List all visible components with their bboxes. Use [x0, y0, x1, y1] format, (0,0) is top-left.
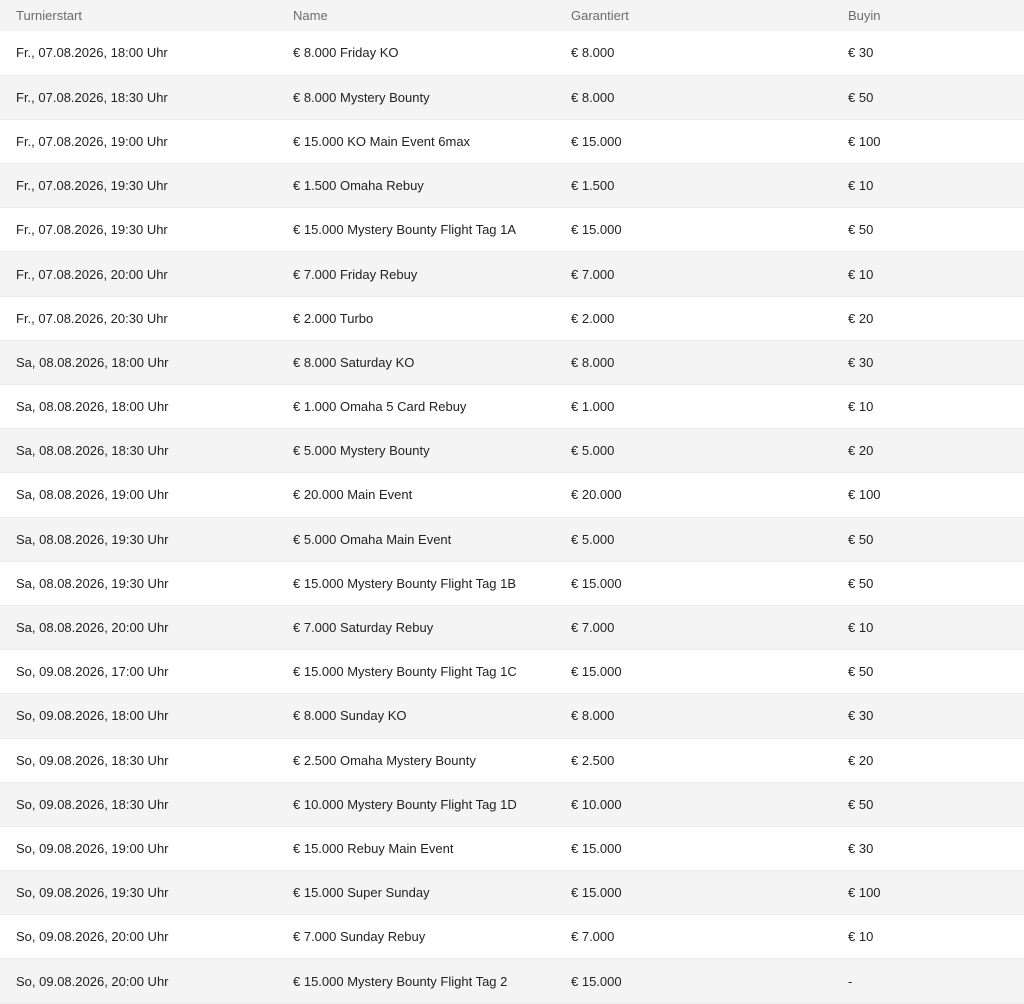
table-row[interactable]: [0, 119, 1024, 163]
cell-buyin: € 10: [832, 385, 1024, 429]
cell-name: € 8.000 Mystery Bounty: [277, 75, 555, 119]
cell-buyin: € 30: [832, 31, 1024, 75]
table-row[interactable]: [0, 340, 1024, 384]
cell-guaranteed: € 5.000: [555, 429, 832, 473]
cell-start: Fr., 07.08.2026, 19:00 Uhr: [0, 119, 277, 163]
cell-name: € 15.000 Mystery Bounty Flight Tag 1A: [277, 208, 555, 252]
cell-guaranteed: € 7.000: [555, 252, 832, 296]
cell-buyin: € 50: [832, 561, 1024, 605]
cell-guaranteed: € 2.000: [555, 296, 832, 340]
column-header-buyin[interactable]: Buyin: [848, 8, 881, 23]
cell-name: € 5.000 Mystery Bounty: [277, 429, 555, 473]
cell-buyin: € 50: [832, 208, 1024, 252]
cell-name: € 8.000 Sunday KO: [277, 694, 555, 738]
cell-start: Sa, 08.08.2026, 19:30 Uhr: [0, 561, 277, 605]
table-row[interactable]: [0, 871, 1024, 915]
table-header: [0, 0, 1024, 31]
cell-start: So, 09.08.2026, 18:30 Uhr: [0, 738, 277, 782]
cell-start: Sa, 08.08.2026, 19:00 Uhr: [0, 473, 277, 517]
cell-name: € 8.000 Friday KO: [277, 31, 555, 75]
cell-start: So, 09.08.2026, 18:00 Uhr: [0, 694, 277, 738]
cell-name: € 15.000 Mystery Bounty Flight Tag 1C: [277, 650, 555, 694]
table-row[interactable]: [0, 164, 1024, 208]
cell-start: So, 09.08.2026, 19:00 Uhr: [0, 826, 277, 870]
cell-buyin: -: [832, 959, 1024, 1003]
cell-buyin: € 50: [832, 650, 1024, 694]
cell-guaranteed: € 15.000: [555, 959, 832, 1003]
cell-name: € 7.000 Saturday Rebuy: [277, 605, 555, 649]
cell-guaranteed: € 8.000: [555, 340, 832, 384]
cell-start: Sa, 08.08.2026, 20:00 Uhr: [0, 605, 277, 649]
cell-guaranteed: € 15.000: [555, 561, 832, 605]
cell-guaranteed: € 15.000: [555, 119, 832, 163]
cell-start: Fr., 07.08.2026, 20:00 Uhr: [0, 252, 277, 296]
table-row[interactable]: [0, 208, 1024, 252]
cell-name: € 8.000 Saturday KO: [277, 340, 555, 384]
cell-buyin: € 10: [832, 915, 1024, 959]
cell-guaranteed: € 7.000: [555, 915, 832, 959]
table-row[interactable]: [0, 605, 1024, 649]
cell-buyin: € 50: [832, 517, 1024, 561]
cell-buyin: € 50: [832, 75, 1024, 119]
table-row[interactable]: [0, 473, 1024, 517]
cell-name: € 2.500 Omaha Mystery Bounty: [277, 738, 555, 782]
cell-name: € 15.000 Super Sunday: [277, 871, 555, 915]
column-header-guaranteed[interactable]: Garantiert: [571, 8, 629, 23]
cell-start: So, 09.08.2026, 17:00 Uhr: [0, 650, 277, 694]
cell-start: Fr., 07.08.2026, 18:30 Uhr: [0, 75, 277, 119]
cell-guaranteed: € 15.000: [555, 208, 832, 252]
table-row[interactable]: [0, 782, 1024, 826]
table-row[interactable]: [0, 694, 1024, 738]
cell-guaranteed: € 10.000: [555, 782, 832, 826]
cell-buyin: € 20: [832, 429, 1024, 473]
cell-buyin: € 10: [832, 252, 1024, 296]
cell-start: Fr., 07.08.2026, 19:30 Uhr: [0, 164, 277, 208]
cell-name: € 2.000 Turbo: [277, 296, 555, 340]
cell-start: Sa, 08.08.2026, 18:30 Uhr: [0, 429, 277, 473]
cell-name: € 15.000 Mystery Bounty Flight Tag 2: [277, 959, 555, 1003]
cell-start: So, 09.08.2026, 20:00 Uhr: [0, 959, 277, 1003]
cell-name: € 15.000 KO Main Event 6max: [277, 119, 555, 163]
cell-name: € 20.000 Main Event: [277, 473, 555, 517]
cell-start: Fr., 07.08.2026, 20:30 Uhr: [0, 296, 277, 340]
cell-guaranteed: € 1.000: [555, 385, 832, 429]
cell-buyin: € 100: [832, 871, 1024, 915]
cell-buyin: € 30: [832, 340, 1024, 384]
table-body: [0, 31, 1024, 1003]
table-row[interactable]: [0, 826, 1024, 870]
cell-buyin: € 30: [832, 694, 1024, 738]
cell-start: So, 09.08.2026, 19:30 Uhr: [0, 871, 277, 915]
cell-guaranteed: € 15.000: [555, 871, 832, 915]
column-header-start[interactable]: Turnierstart: [16, 8, 82, 23]
cell-buyin: € 20: [832, 296, 1024, 340]
column-header-name[interactable]: Name: [293, 8, 328, 23]
cell-guaranteed: € 8.000: [555, 694, 832, 738]
cell-guaranteed: € 8.000: [555, 75, 832, 119]
cell-name: € 5.000 Omaha Main Event: [277, 517, 555, 561]
cell-start: Fr., 07.08.2026, 19:30 Uhr: [0, 208, 277, 252]
cell-name: € 15.000 Mystery Bounty Flight Tag 1B: [277, 561, 555, 605]
cell-start: Sa, 08.08.2026, 18:00 Uhr: [0, 340, 277, 384]
cell-start: Fr., 07.08.2026, 18:00 Uhr: [0, 31, 277, 75]
cell-buyin: € 20: [832, 738, 1024, 782]
cell-name: € 7.000 Friday Rebuy: [277, 252, 555, 296]
cell-guaranteed: € 7.000: [555, 605, 832, 649]
cell-name: € 1.000 Omaha 5 Card Rebuy: [277, 385, 555, 429]
table-row[interactable]: [0, 296, 1024, 340]
header-row: [0, 0, 1024, 31]
cell-buyin: € 100: [832, 119, 1024, 163]
cell-guaranteed: € 2.500: [555, 738, 832, 782]
table-row[interactable]: [0, 738, 1024, 782]
cell-name: € 10.000 Mystery Bounty Flight Tag 1D: [277, 782, 555, 826]
cell-guaranteed: € 8.000: [555, 31, 832, 75]
table-row[interactable]: [0, 31, 1024, 75]
cell-guaranteed: € 5.000: [555, 517, 832, 561]
cell-start: So, 09.08.2026, 20:00 Uhr: [0, 915, 277, 959]
table-row[interactable]: [0, 561, 1024, 605]
cell-name: € 1.500 Omaha Rebuy: [277, 164, 555, 208]
cell-start: Sa, 08.08.2026, 19:30 Uhr: [0, 517, 277, 561]
cell-start: Sa, 08.08.2026, 18:00 Uhr: [0, 385, 277, 429]
cell-guaranteed: € 20.000: [555, 473, 832, 517]
cell-name: € 7.000 Sunday Rebuy: [277, 915, 555, 959]
table-row[interactable]: [0, 517, 1024, 561]
cell-buyin: € 10: [832, 605, 1024, 649]
cell-guaranteed: € 15.000: [555, 826, 832, 870]
cell-start: So, 09.08.2026, 18:30 Uhr: [0, 782, 277, 826]
cell-guaranteed: € 1.500: [555, 164, 832, 208]
table-row[interactable]: [0, 959, 1024, 1003]
cell-buyin: € 50: [832, 782, 1024, 826]
cell-buyin: € 10: [832, 164, 1024, 208]
cell-buyin: € 30: [832, 826, 1024, 870]
table-row[interactable]: [0, 385, 1024, 429]
cell-buyin: € 100: [832, 473, 1024, 517]
table-row[interactable]: [0, 650, 1024, 694]
table-row[interactable]: [0, 915, 1024, 959]
table-row[interactable]: [0, 429, 1024, 473]
cell-name: € 15.000 Rebuy Main Event: [277, 826, 555, 870]
cell-guaranteed: € 15.000: [555, 650, 832, 694]
table-row[interactable]: [0, 75, 1024, 119]
table-row[interactable]: [0, 252, 1024, 296]
